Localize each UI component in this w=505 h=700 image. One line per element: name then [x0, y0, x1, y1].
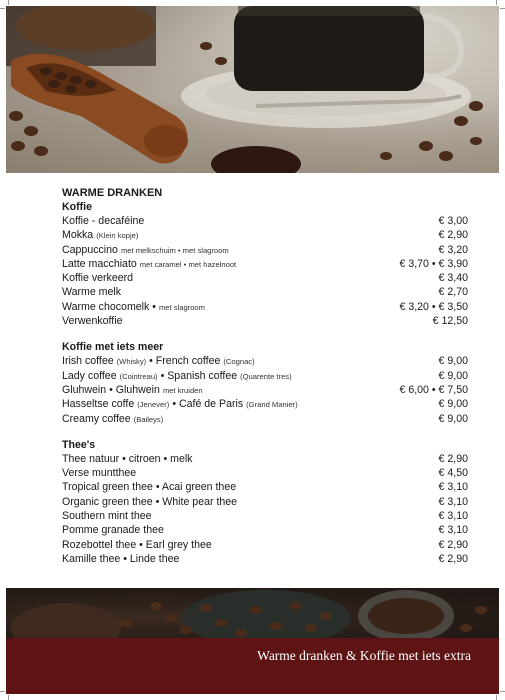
- item-price: € 9,00: [438, 398, 468, 411]
- item-price: € 3,10: [438, 510, 468, 523]
- item-price: € 3,20 • € 3,50: [399, 300, 468, 313]
- menu-item: [62, 214, 468, 228]
- footer-photo-coffee-beans: [6, 588, 499, 638]
- item-name: Gluhwein • Gluhwein: [62, 383, 160, 396]
- item-price: € 2,90: [438, 538, 468, 551]
- footer-title: Warme dranken & Koffie met iets extra: [257, 648, 471, 663]
- item-name: Verse muntthee: [62, 467, 137, 480]
- item-note: (Cointreau): [119, 371, 158, 381]
- item-price: € 9,00: [438, 355, 468, 368]
- menu-item: [62, 314, 468, 328]
- item-name: Cappuccino: [62, 243, 118, 256]
- menu-item: [62, 552, 468, 566]
- item-price: € 6,00 • € 7,50: [399, 383, 468, 396]
- menu-item: [62, 509, 468, 523]
- footer-band: [6, 638, 499, 694]
- item-name: Creamy coffee: [62, 412, 131, 425]
- menu-item: [62, 257, 468, 271]
- menu-card: [62, 186, 468, 566]
- menu-item: [62, 354, 468, 368]
- menu-item: [62, 228, 468, 242]
- item-note: (Whisky): [116, 357, 147, 367]
- item-price: € 2,90: [438, 452, 468, 465]
- item-price: € 3,10: [438, 495, 468, 508]
- item-note: met kruiden: [162, 385, 203, 395]
- crop-mark-bottom-left-h: [0, 691, 5, 692]
- item-name: Latte macchiato: [62, 257, 137, 270]
- item-price: € 9,00: [438, 412, 468, 425]
- item-name: Verwenkoffie: [62, 315, 123, 328]
- crop-mark-top-left-h: [0, 8, 5, 9]
- item-name: Rozebottel thee • Earl grey thee: [62, 538, 212, 551]
- item-name: Warme chocomelk •: [62, 300, 156, 313]
- item-note: met slagroom: [158, 302, 205, 312]
- menu-title: WARME DRANKEN: [62, 187, 163, 199]
- item-price: € 9,00: [438, 369, 468, 382]
- crop-mark-bottom-right-v: [496, 695, 497, 700]
- item-note-second: (Cognac): [223, 357, 255, 367]
- item-price: € 2,70: [438, 286, 468, 299]
- item-name: Organic green thee • White pear thee: [62, 495, 238, 508]
- menu-item: [62, 452, 468, 466]
- item-name: Tropical green thee • Acai green thee: [62, 481, 237, 494]
- menu-item: [62, 538, 468, 552]
- section-title-thees: Thee's: [62, 438, 96, 451]
- item-name: Mokka: [62, 229, 94, 242]
- item-note-second: (Quarente tres): [240, 371, 292, 381]
- item-name: Pomme granade thee: [62, 524, 164, 537]
- item-note: (Jenever): [137, 400, 170, 410]
- item-name: Warme melk: [62, 286, 122, 299]
- item-name-second: • Spanish coffee: [160, 369, 238, 382]
- menu-item: [62, 300, 468, 314]
- menu-item: [62, 466, 468, 480]
- item-name: Southern mint thee: [62, 510, 152, 523]
- crop-mark-bottom-left-v: [8, 695, 9, 700]
- item-name: Koffie - decaféine: [62, 215, 145, 227]
- item-name-second: • French coffee: [149, 355, 221, 368]
- menu-item: [62, 480, 468, 494]
- menu-item: [62, 271, 468, 285]
- item-price: € 3,40: [438, 272, 468, 285]
- coffee-scene-illustration: [6, 6, 499, 173]
- menu-item: [62, 523, 468, 537]
- item-price: € 4,50: [438, 467, 468, 480]
- section-title-koffie: Koffie: [62, 201, 93, 213]
- item-price: € 12,50: [432, 315, 468, 328]
- crop-mark-top-left-v: [8, 0, 9, 5]
- item-name: Kamille thee • Linde thee: [62, 552, 180, 565]
- menu-item: [62, 495, 468, 509]
- crop-mark-bottom-right-h: [500, 691, 505, 692]
- crop-mark-top-right-v: [496, 0, 497, 5]
- crop-mark-top-right-h: [500, 8, 505, 9]
- item-name-second: • Café de Paris: [172, 398, 244, 411]
- item-name: Thee natuur • citroen • melk: [62, 452, 193, 465]
- item-price: € 3,10: [438, 524, 468, 537]
- item-note: met caramel • met hazelnoot: [139, 259, 237, 269]
- item-price: € 3,00: [438, 215, 468, 227]
- item-price: € 3,10: [438, 481, 468, 494]
- header-photo-coffee: [6, 6, 499, 173]
- item-note: (Baileys): [133, 414, 164, 424]
- item-price: € 3,20: [438, 243, 468, 256]
- item-name: Lady coffee: [62, 369, 117, 382]
- item-name: Irish coffee: [62, 355, 114, 368]
- menu-item: [62, 412, 468, 426]
- menu-item: [62, 397, 468, 411]
- item-price: € 2,90: [438, 229, 468, 242]
- menu-item: [62, 383, 468, 397]
- menu-item: [62, 369, 468, 383]
- item-price: € 2,90: [438, 552, 468, 565]
- menu-item: [62, 243, 468, 257]
- menu-item: [62, 285, 468, 299]
- item-name: Koffie verkeerd: [62, 272, 134, 285]
- item-name: Hasseltse coffe: [62, 398, 135, 411]
- item-note: met melkschuim • met slagroom: [120, 245, 229, 255]
- item-note: (Klein kopje): [96, 231, 139, 241]
- coffee-beans-illustration: [6, 588, 499, 638]
- item-note-second: (Grand Manier): [246, 400, 298, 410]
- item-price: € 3,70 • € 3,90: [399, 257, 468, 270]
- section-title-koffie-met-iets-meer: Koffie met iets meer: [62, 341, 164, 354]
